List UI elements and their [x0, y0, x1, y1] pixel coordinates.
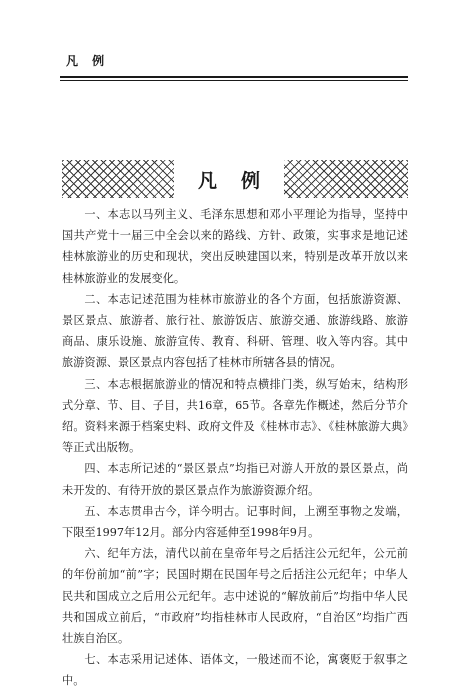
paragraph: 一、本志以马列主义、毛泽东思想和邓小平理论为指导，坚持中国共产党十一届三中全会以来的路线、方针、政策，实事求是地记述桂林旅游业的历史和现状，突出反映建国以来，特别是改革开放以来桂林旅游业的发展变化。	[62, 208, 408, 285]
running-head: 凡 例	[66, 54, 110, 68]
header-rule-thick	[60, 76, 408, 78]
paragraph: 七、本志采用记述体、语体文，一般述而不论，寓褒贬于叙事之中。	[62, 653, 408, 688]
paragraph: 五、本志贯串古今，详今明古。记事时间，上溯至事物之发端，下限至1997年12月。部分内容延伸至1998年9月。	[62, 504, 408, 540]
page-title: 凡例	[197, 169, 284, 192]
paragraph: 四、本志所记述的“景区景点”均指已对游人开放的景区景点，尚未开发的、有待开放的景区景点作为旅游资源介绍。	[62, 462, 408, 497]
paragraph: 六、纪年方法，清代以前在皇帝年号之后括注公元纪年，公元前的年份前加“前”字；民国时期在民国年号之后括注公元纪年；中华人民共和国成立之后用公元纪年。志中述说的“解放前后”均指中华人民共和国成立前后，“市政府”均指桂林市人民政府，“自治区”均指广西壮族自治区。	[62, 547, 408, 646]
header-rule-thin	[60, 80, 408, 81]
title-box	[174, 158, 284, 200]
body-text	[62, 204, 408, 692]
paragraph: 二、本志记述范围为桂林市旅游业的各个方面，包括旅游资源、景区景点、旅游者、旅行社、旅游饭店、旅游交通、旅游线路、旅游商品、康乐设施、旅游宣传、教育、科研、管理、收入等内容。其中旅游资源、景区景点内容包括了桂林市所辖各县的情况。	[62, 292, 408, 370]
paragraph: 三、本志根据旅游业的情况和特点横排门类，纵写始末，结构形式分章、节、目、子目，共16章，65节。各章先作概述，然后分节介绍。资料来源于档案史料、政府文件及《桂林市志》、《桂林旅游大典》等正式出版物。	[62, 377, 408, 455]
